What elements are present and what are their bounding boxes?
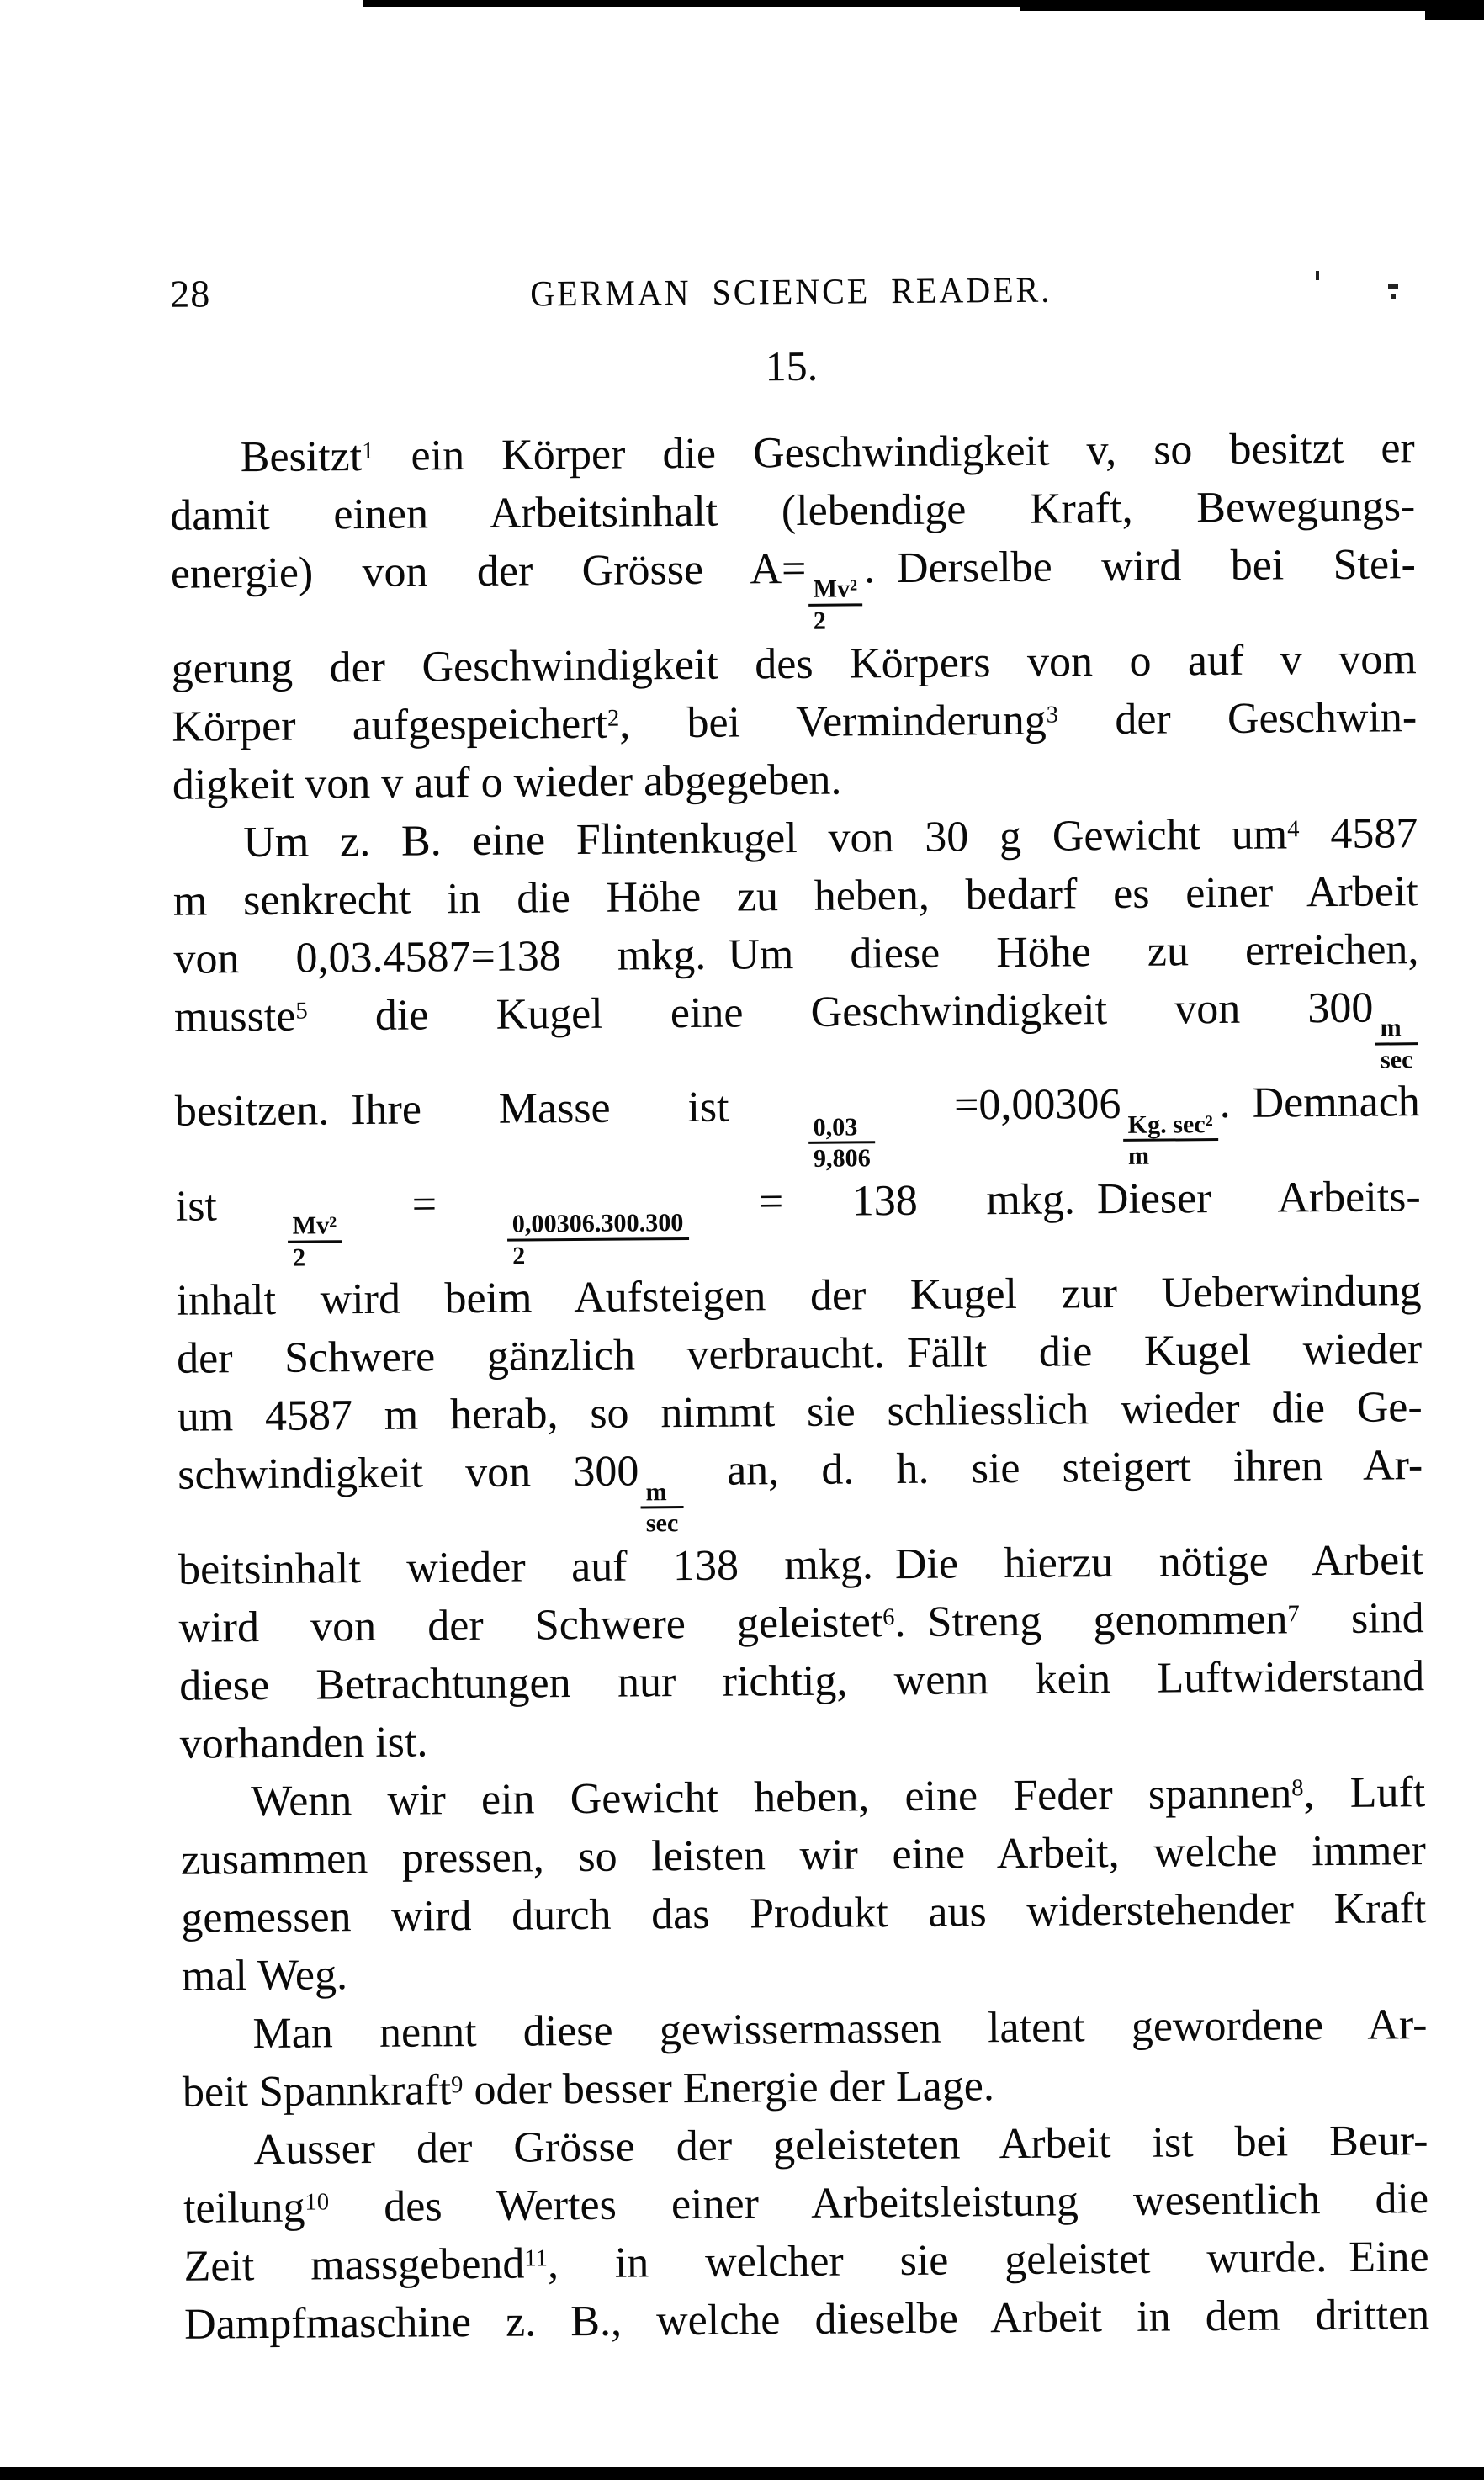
paragraph bbox=[183, 2112, 1429, 2354]
footnote-marker: 1 bbox=[362, 438, 374, 465]
fraction bbox=[808, 575, 862, 635]
footnote-marker: 3 bbox=[1046, 702, 1059, 729]
fraction bbox=[808, 1113, 875, 1173]
text-line: inhalt wird beim Aufsteigen der Kugel zur Ueberwindung bbox=[176, 1267, 1422, 1326]
text-line: ist $\frac{\text{Mv²}}{2}$ = $\frac{0,00306.300.300}{2}$ = 138 mkg. Dieser Arbeits- bbox=[175, 1172, 1421, 1272]
scan-edge-top bbox=[1425, 0, 1484, 20]
text-line: Zeit massgebend$^{11}$, in welcher sie geleistet wurde. Eine bbox=[183, 2233, 1429, 2291]
fraction-numerator: 0,03 bbox=[808, 1113, 875, 1144]
text-line: damit einen Arbeitsinhalt (lebendige Kraft, Bewegungs- bbox=[170, 482, 1416, 540]
text-line: beitsinhalt wieder auf 138 mkg. Die hierzu nötige Arbeit bbox=[178, 1536, 1424, 1594]
text-line: der Schwere gänzlich verbraucht. Fällt die Kugel wieder bbox=[176, 1325, 1423, 1384]
footnote-marker: 6 bbox=[882, 1604, 895, 1631]
fraction bbox=[1375, 1014, 1418, 1073]
fraction-denominator: 9,806 bbox=[813, 1143, 871, 1174]
fraction-denominator: 2 bbox=[512, 1241, 526, 1270]
text-line: zusammen pressen, so leisten wir eine Arbeit, welche immer bbox=[180, 1826, 1427, 1884]
fraction-denominator: m bbox=[1127, 1141, 1150, 1171]
text-line: Man nennt diese gewissermassen latent gewordene Ar- bbox=[252, 2000, 1428, 2059]
fraction-numerator: m bbox=[640, 1478, 683, 1509]
text-line: gerung der Geschwindigkeit des Körpers von o auf v vom bbox=[171, 634, 1417, 693]
text-line: energie) von der Grösse A= $\frac{\text{Mv²}}{2}$ . Derselbe wird bei Stei- bbox=[170, 540, 1417, 635]
text-line: Wenn wir ein Gewicht heben, eine Feder spannen$^8$, Luft bbox=[251, 1768, 1426, 1826]
page-content bbox=[168, 262, 1429, 2354]
text-line: Um z. B. eine Flintenkugel von 30 g Gewicht um$^4$ 4587 bbox=[243, 808, 1418, 866]
fraction bbox=[288, 1212, 342, 1272]
text-line: musste$^5$ die Kugel eine Geschwindigkeit von 300 $\frac{m}{\sec}$ bbox=[174, 978, 1420, 1083]
footnote-marker: 11 bbox=[524, 2245, 549, 2272]
footnote-marker: 7 bbox=[1287, 1601, 1300, 1628]
fraction-numerator: 0,00306.300.300 bbox=[507, 1209, 689, 1241]
footnote-marker: 4 bbox=[1287, 816, 1300, 843]
running-header bbox=[168, 262, 1413, 323]
running-title: GERMAN SCIENCE READER. bbox=[530, 268, 1052, 315]
text-line: diese Betrachtungen nur richtig, wenn kein Luftwiderstand bbox=[178, 1652, 1425, 1710]
paragraph bbox=[172, 804, 1425, 1773]
scan-edge-bottom bbox=[0, 2467, 1484, 2480]
text-line: besitzen. Ihre Masse ist $\frac{0,03}{9,806}$ =0,00306 $\frac{\text{Kg. sec²}}{m}$ . Demnach bbox=[174, 1078, 1421, 1174]
text-line: mal Weg. bbox=[181, 1951, 348, 2000]
text-line: schwindigkeit von 300 $\frac{m}{\sec}$ an, d. h. sie steigert ihren Ar- bbox=[178, 1441, 1423, 1538]
text-line: Dampfmaschine z. B., welche dieselbe Arbeit in dem dritten bbox=[183, 2291, 1430, 2349]
text-line: Besitzt$^1$ ein Körper die Geschwindigkeit v, so besitzt er bbox=[240, 424, 1415, 482]
text-line: von 0,03.4587=138 mkg. Um diese Höhe zu erreichen, bbox=[173, 925, 1419, 983]
text-line: digkeit von v auf o wieder abgegeben. bbox=[172, 755, 842, 809]
fraction-numerator: Mv² bbox=[288, 1212, 342, 1243]
paragraph bbox=[169, 419, 1418, 813]
fraction-denominator: 2 bbox=[813, 606, 827, 635]
fraction bbox=[507, 1209, 689, 1269]
paragraph bbox=[182, 1995, 1428, 2122]
fraction-numerator: m bbox=[1375, 1014, 1418, 1045]
fraction-denominator: sec bbox=[645, 1508, 679, 1538]
footnote-marker: 9 bbox=[450, 2072, 464, 2099]
text-line: m senkrecht in die Höhe zu heben, bedarf es einer Arbeit bbox=[172, 866, 1419, 925]
text-line: Ausser der Grösse der geleisteten Arbeit ist bei Beur- bbox=[253, 2117, 1428, 2175]
footnote-marker: 5 bbox=[295, 998, 308, 1025]
section-number: 15. bbox=[765, 342, 819, 390]
fraction-numerator: Mv² bbox=[808, 575, 862, 607]
paragraph bbox=[180, 1763, 1427, 2006]
fraction-numerator: Kg. sec² bbox=[1122, 1110, 1217, 1142]
footnote-marker: 2 bbox=[607, 705, 620, 732]
footnote-marker: 10 bbox=[305, 2189, 330, 2216]
fraction bbox=[640, 1478, 683, 1538]
text-line: Körper aufgespeichert$^2$, bei Verminderung$^3$ der Geschwin- bbox=[172, 692, 1418, 751]
text-line: vorhanden ist. bbox=[179, 1718, 428, 1768]
page-number: 28 bbox=[170, 272, 211, 315]
text-line: wird von der Schwere geleistet$^6$. Streng genommen$^7$ sind bbox=[178, 1594, 1424, 1652]
text-line: gemessen wird durch das Produkt aus widerstehender Kraft bbox=[181, 1884, 1427, 1942]
fraction bbox=[1122, 1110, 1218, 1170]
scan-edge-top bbox=[1020, 0, 1484, 11]
text-line: teilung$^{10}$ des Wertes einer Arbeitsleistung wesentlich die bbox=[183, 2175, 1429, 2233]
fraction-denominator: sec bbox=[1380, 1044, 1413, 1074]
body-text bbox=[169, 419, 1429, 2354]
text-line: um 4587 m herab, so nimmt sie schliesslich wieder die Ge- bbox=[177, 1383, 1423, 1442]
footnote-marker: 8 bbox=[1291, 1775, 1304, 1802]
fraction-denominator: 2 bbox=[292, 1243, 306, 1272]
text-line: beit Spannkraft$^9$ oder besser Energie der Lage. bbox=[182, 2062, 995, 2117]
